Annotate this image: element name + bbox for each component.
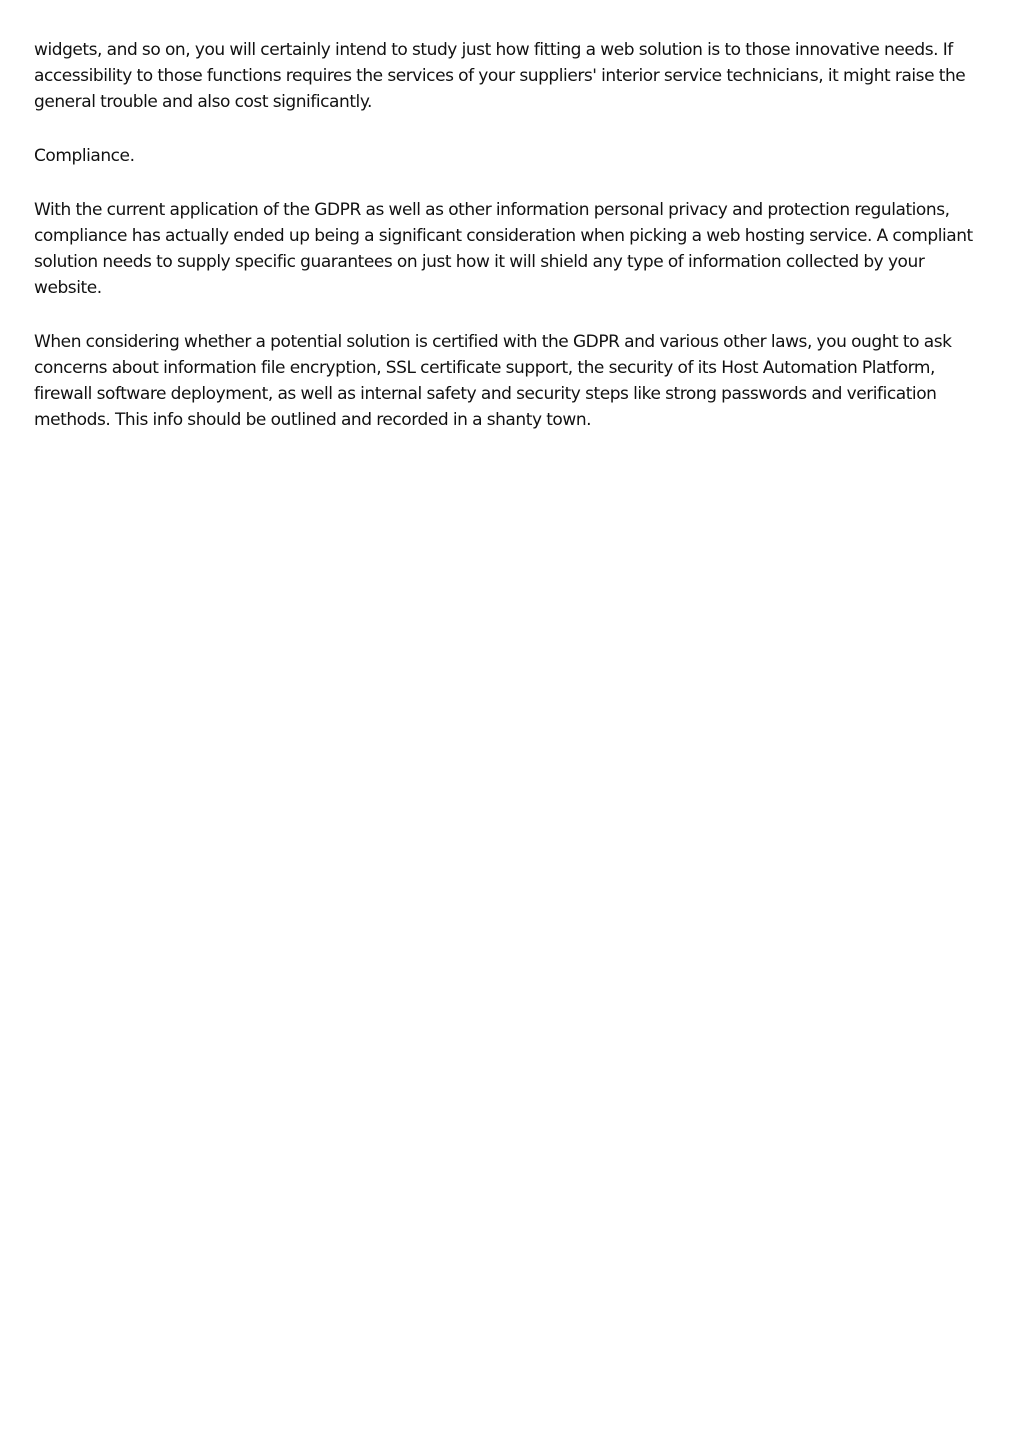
paragraph-gdpr-compliance: With the current application of the GDPR as well as other information personal privacy and protection regulations, compliance has actually ended up being a significant consideration when picking a web hosting service. A compliant solution needs to supply specific guarantees on just how it will shield any type of information collected by your website. — [34, 200, 973, 298]
document-page — [34, 37, 996, 461]
section-heading-compliance: Compliance. — [34, 146, 135, 166]
paragraph-widgets-intro: widgets, and so on, you will certainly intend to study just how fitting a web solution is to those innovative needs. If accessibility to those functions requires the services of your suppliers' interior service technicians, it might raise the general trouble and also cost significantly. — [34, 40, 966, 112]
paragraph-certification-checks: When considering whether a potential solution is certified with the GDPR and various other laws, you ought to ask concerns about information file encryption, SSL certificate support, the security of its Host Automation Platform, firewall software deployment, as well as internal safety and security steps like strong passwords and verification methods. This info should be outlined and recorded in a shanty town. — [34, 332, 952, 430]
